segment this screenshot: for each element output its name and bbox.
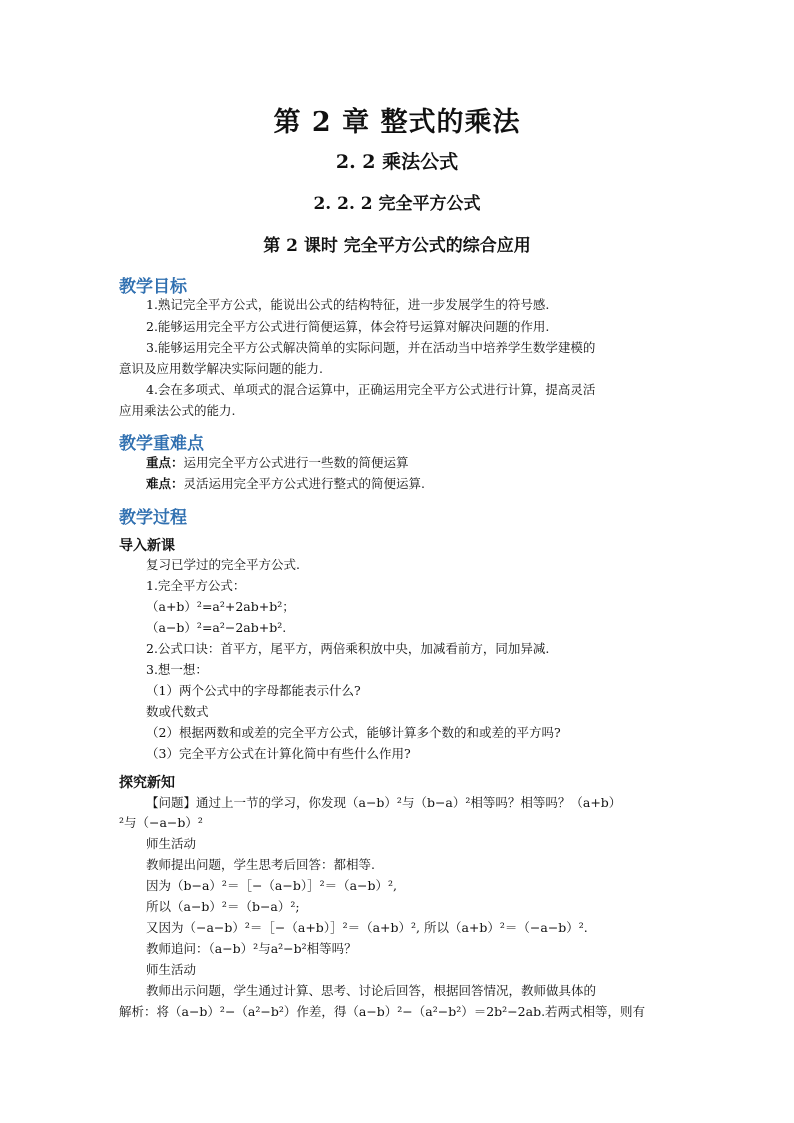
lesson-title: 第 2 课时 完全平方公式的综合应用 [263,236,531,256]
heading-teaching-goals: 教学目标 [119,277,187,297]
explore-line: 教师出示问题，学生通过计算、思考、讨论后回答，根据回答情况，教师做具体的 [146,983,597,998]
subheading-explore: 探究新知 [119,775,175,791]
explore-line: 所以（a−b）²＝（b−a）²; [146,899,300,914]
subheading-intro: 导入新课 [119,538,175,554]
explore-line: 解析：将（a−b）²−（a²−b²）作差，得（a−b）²−（a²−b²）＝2b²−2ab.若两式相等，则有 [119,1004,646,1019]
difficult-point [146,476,425,492]
intro-line: 1.完全平方公式： [146,578,246,593]
intro-line: （2）根据两数和或差的完全平方公式，能够计算多个数的和或差的平方吗? [146,725,561,740]
goal-line: 4.会在多项式、单项式的混合运算中，正确运用完全平方公式进行计算，提高灵活 [146,382,596,397]
heading-key-difficult-points: 教学重难点 [119,434,204,454]
explore-line: 师生活动 [146,962,197,977]
goal-line: 1.熟记完全平方公式，能说出公式的结构特征，进一步发展学生的符号感. [146,297,550,312]
explore-line: 教师追问：（a−b）²与a²−b²相等吗？ [146,941,357,956]
goal-line: 3.能够运用完全平方公式解决简单的实际问题，并在活动当中培养学生数学建模的 [146,340,596,355]
explore-line: 教师提出问题，学生思考后回答：都相等. [146,857,375,872]
subsection-title: 2. 2. 2 完全平方公式 [313,194,481,214]
section-title: 2. 2 乘法公式 [335,151,459,173]
key-point-text: 运用完全平方公式进行一些数的简便运算 [183,455,409,470]
chapter-title: 第 2 章 整式的乘法 [273,107,521,138]
intro-line: （a−b）²=a²−2ab+b². [146,620,287,635]
intro-line: 数或代数式 [146,704,209,719]
goal-line: 2.能够运用完全平方公式进行简便运算，体会符号运算对解决问题的作用. [146,319,550,334]
explore-line: ²与（−a−b）² [119,815,203,830]
goal-line: 意识及应用数学解决实际问题的能力. [119,361,323,376]
intro-line: 复习已学过的完全平方公式. [146,557,300,572]
difficult-point-label: 难点： [146,476,184,491]
intro-line: （a+b）²=a²+2ab+b²； [146,599,295,614]
explore-line: 【问题】通过上一节的学习，你发现（a−b）²与（b−a）²相等吗？相等吗？（a+b） [146,795,622,810]
goal-line: 应用乘法公式的能力. [119,403,236,418]
intro-line: （3）完全平方公式在计算化简中有些什么作用? [146,746,411,761]
key-point [146,455,409,471]
heading-teaching-process: 教学过程 [119,508,187,528]
intro-line: 2.公式口诀：首平方，尾平方，两倍乘积放中央，加减看前方，同加异减. [146,641,550,656]
explore-line: 师生活动 [146,836,197,851]
key-point-label: 重点： [146,455,184,470]
intro-line: （1）两个公式中的字母都能表示什么? [146,683,361,698]
intro-line: 3.想一想： [146,662,208,677]
explore-line: 又因为（−a−b）²＝［−（a+b）］²＝（a+b）², 所以（a+b）²＝（−a−b）². [146,920,588,935]
explore-line: 因为（b−a）²＝［−（a−b）］²＝（a−b）², [146,878,398,893]
difficult-point-text: 灵活运用完全平方公式进行整式的简便运算. [183,476,425,491]
